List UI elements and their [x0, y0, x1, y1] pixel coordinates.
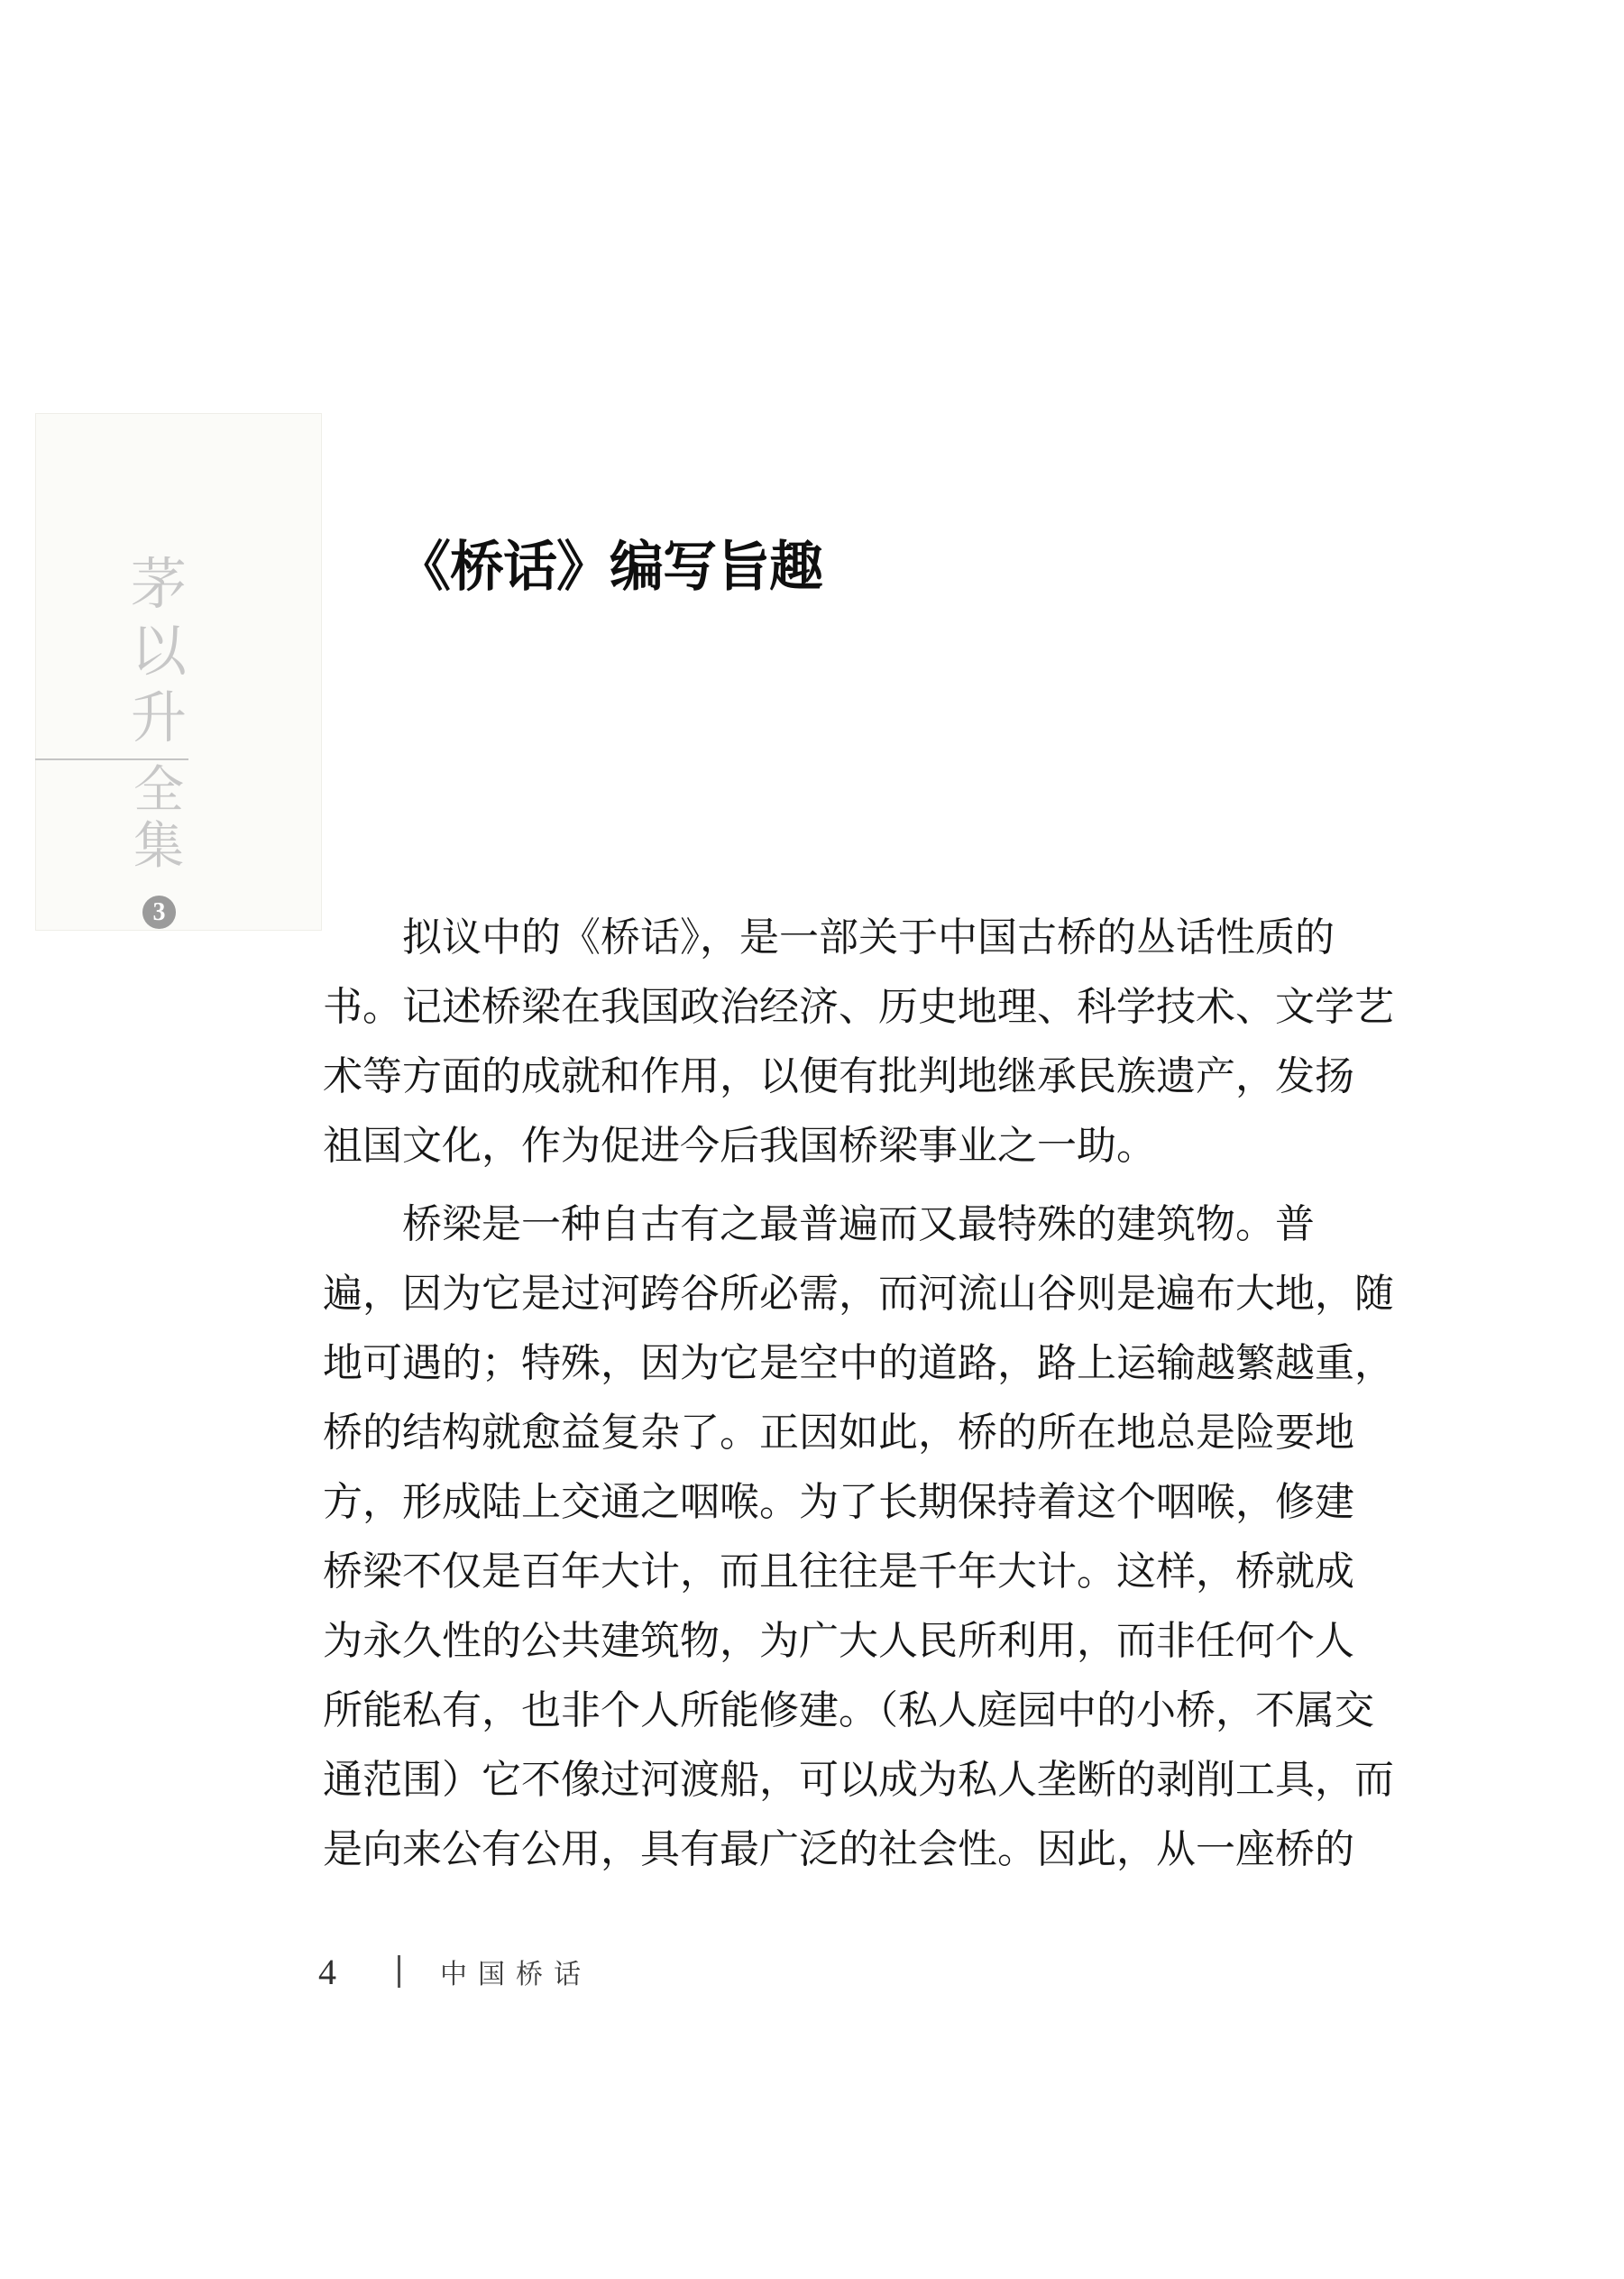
- text-line: 祖国文化，作为促进今后我国桥梁事业之一助。: [323, 1124, 1156, 1168]
- text-line: 方，形成陆上交通之咽喉。为了长期保持着这个咽喉，修建: [323, 1480, 1354, 1524]
- series-char: 茅: [130, 555, 187, 616]
- series-title-vertical: [105, 763, 213, 875]
- text-line: 所能私有，也非个人所能修建。（私人庭园中的小桥，不属交: [323, 1688, 1374, 1732]
- text-line: 拟议中的《桥话》，是一部关于中国古桥的丛话性质的: [402, 915, 1335, 960]
- text-line: 为永久性的公共建筑物，为广大人民所利用，而非任何个人: [323, 1619, 1354, 1663]
- text-line: 通范围）它不像过河渡船，可以成为私人垄断的剥削工具，而: [323, 1758, 1394, 1802]
- text-line: 是向来公有公用，具有最广泛的社会性。因此，从一座桥的: [323, 1827, 1354, 1871]
- watermark-divider-line: [35, 758, 188, 760]
- series-char: 全: [133, 763, 184, 819]
- text-line: 桥梁不仅是百年大计，而且往往是千年大计。这样，桥就成: [323, 1549, 1354, 1594]
- series-char: 以: [130, 621, 187, 683]
- series-char: 集: [133, 819, 184, 875]
- page-footer: [318, 1951, 592, 1992]
- running-book-title: 中国桥话: [440, 1960, 592, 1990]
- text-line: 桥梁是一种自古有之最普遍而又最特殊的建筑物。普: [402, 1202, 1315, 1246]
- text-line: 遍，因为它是过河跨谷所必需，而河流山谷则是遍布大地，随: [323, 1272, 1394, 1316]
- paragraph: [323, 1190, 1394, 1884]
- series-char: 升: [130, 688, 187, 749]
- series-title-vertical: [105, 552, 213, 752]
- text-line: 地可遇的；特殊，因为它是空中的道路，路上运输越繁越重，: [323, 1341, 1394, 1385]
- footer-divider-bar: [398, 1955, 400, 1988]
- paragraph: [323, 903, 1394, 1181]
- text-line: 桥的结构就愈益复杂了。正因如此，桥的所在地总是险要地: [323, 1411, 1354, 1455]
- text-line: 书。记述桥梁在我国政治经济、历史地理、科学技术、文学艺: [323, 985, 1394, 1029]
- chapter-title: 《桥话》编写旨趣: [397, 538, 822, 598]
- volume-number-badge: 3: [142, 896, 176, 929]
- page-number: 4: [318, 1951, 336, 1992]
- text-line: 术等方面的成就和作用，以便有批判地继承民族遗产，发扬: [323, 1054, 1354, 1098]
- article-body: [323, 903, 1394, 1884]
